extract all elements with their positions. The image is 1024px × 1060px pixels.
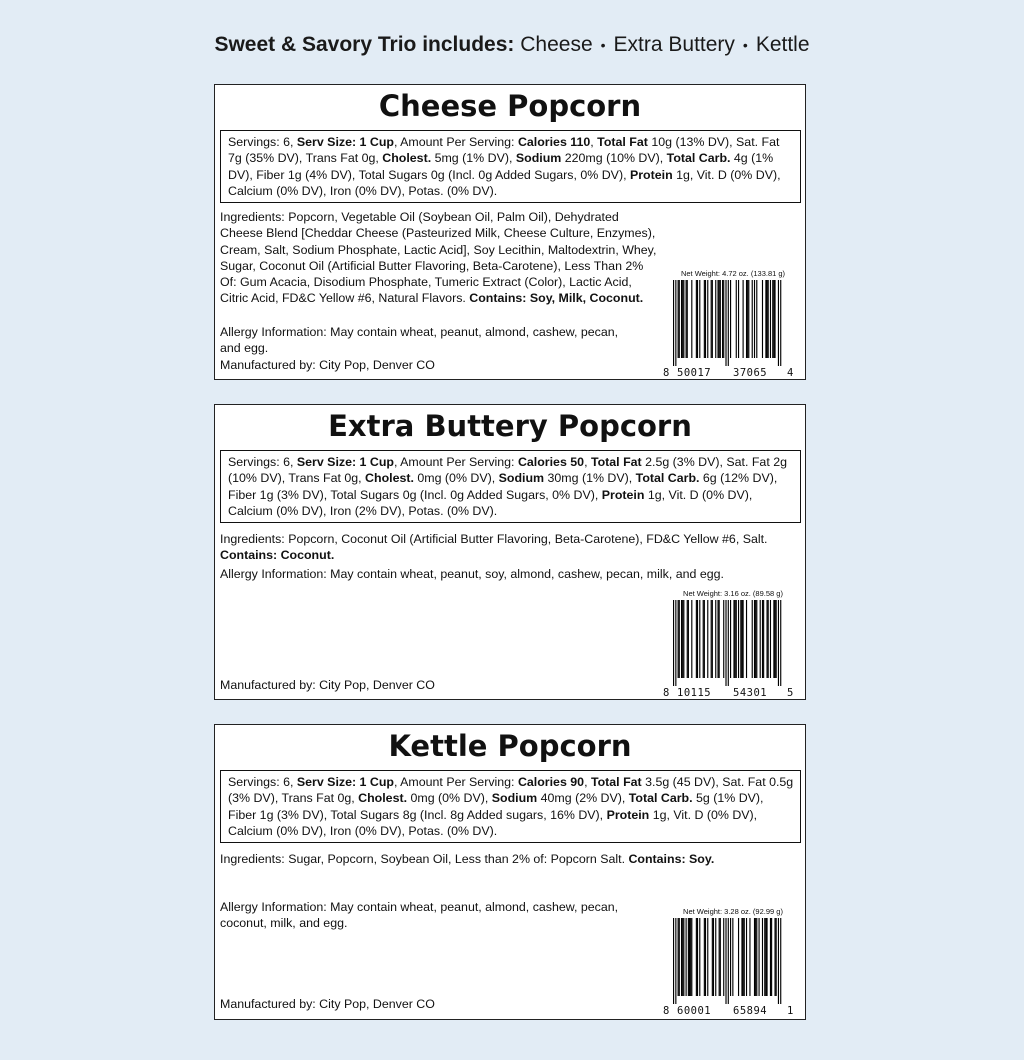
barcode-digits	[663, 366, 793, 380]
barcode-bar	[681, 918, 682, 996]
barcode-bar	[688, 918, 689, 996]
barcode-bar	[768, 600, 769, 678]
barcode-digits-right: 54301	[733, 687, 768, 699]
barcode-bar	[776, 600, 777, 678]
barcode-digit-system: 8	[663, 1005, 670, 1017]
barcode-bar	[691, 918, 692, 996]
nutrition-facts: Servings: 6, Serv Size: 1 Cup, Amount Per Serving: Calories 110, Total Fat 10g (13% DV), Sat. Fat 7g (35% DV), Trans Fat 0g, Cholest. 5mg (1% DV), Sodium 220mg (10% DV), Total Carb. 4g (1% DV), Fiber 1g (4% DV), Total Sugars 0g (Incl. 0g Added Sugars, 0% DV), Protein 1g, Vit. D (0% DV), Calcium (0% DV), Iron (0% DV), Potas. (0% DV).	[220, 130, 801, 203]
barcode-digit-check: 5	[787, 687, 794, 699]
barcode-bar	[720, 918, 721, 996]
barcode-bar	[675, 280, 676, 366]
header-lead: Sweet & Savory Trio includes:	[214, 33, 515, 56]
header-item-extra-buttery: Extra Buttery	[613, 33, 735, 56]
barcode-bar	[762, 918, 763, 996]
barcode-bar	[730, 600, 731, 678]
barcode-bar	[770, 280, 771, 358]
manufacturer: Manufactured by: City Pop, Denver CO	[220, 678, 435, 692]
barcode-bar	[691, 600, 692, 678]
barcode-bar	[733, 600, 734, 678]
barcode-bar	[719, 280, 720, 358]
barcode-bar	[754, 280, 755, 358]
barcode-bar	[683, 918, 684, 996]
allergy-info: Allergy Information: May contain wheat, peanut, soy, almond, cashew, pecan, milk, and egg.	[220, 567, 724, 581]
barcode-digits	[663, 1004, 793, 1018]
barcode-bar	[754, 918, 755, 996]
barcode-bar	[707, 280, 708, 358]
barcode-digits-right: 65894	[733, 1005, 768, 1017]
barcode-bar	[689, 918, 690, 996]
ingredients-text: Ingredients: Popcorn, Vegetable Oil (Soybean Oil, Palm Oil), Dehydrated Cheese Blend [Cheddar Cheese (Pasteurized Milk, Cheese Culture, Enzymes), Cream, Salt, Sodium Phosphate, Lactic Acid], Soy Lecithin, Maltodextrin, Whey, Sugar, Coconut Oil (Artificial Butter Flavoring, Beta-Carotene), Less Than 2% Of: Gum Acacia, Disodium Phosphate, Tumeric Extract (Color), Lactic Acid, Citric Acid, FD&C Yellow #6, Natural Flavors. Contains: Soy, Milk, Coconut.	[220, 210, 657, 306]
barcode-bar	[780, 280, 781, 366]
barcode-bar	[778, 600, 779, 686]
barcode-bar	[764, 918, 765, 996]
barcode-bar	[717, 280, 718, 358]
barcode-bar	[778, 280, 779, 366]
barcode-bar	[699, 280, 700, 358]
header-item-kettle: Kettle	[755, 33, 810, 56]
barcode-bar	[679, 280, 680, 358]
label-title: Extra Buttery Popcorn	[328, 409, 692, 443]
barcode-bar	[756, 600, 757, 678]
barcode-bar	[699, 918, 700, 996]
allergy-info: Allergy Information: May contain wheat, peanut, almond, cashew, pecan, coconut, milk, and egg.	[220, 900, 619, 931]
barcode-bar	[778, 918, 779, 1004]
barcode-digit-check: 4	[787, 367, 794, 379]
barcode-bar	[686, 280, 687, 358]
label-extra-buttery	[214, 404, 806, 700]
barcode-bar	[746, 600, 747, 678]
barcode-bar	[752, 600, 753, 678]
barcode-bar	[712, 280, 713, 358]
barcode-bar	[704, 918, 705, 996]
barcode-bars	[663, 600, 793, 686]
barcode	[663, 268, 793, 380]
barcode-bar	[682, 918, 683, 996]
barcode-bar	[728, 280, 729, 366]
barcode-bar	[736, 600, 737, 678]
barcode-bar	[683, 280, 684, 358]
barcode-bar	[707, 918, 708, 996]
barcode-bar	[738, 280, 739, 358]
barcode	[663, 906, 793, 1018]
barcode-bar	[719, 600, 720, 678]
barcode-bar	[743, 600, 744, 678]
barcode-bar	[712, 600, 713, 678]
barcode-bar	[773, 600, 774, 678]
header-separator: •	[742, 37, 748, 54]
barcode-bar	[681, 280, 682, 358]
net-weight: Net Weight: 3.16 oz. (89.58 g)	[683, 589, 783, 598]
net-weight: Net Weight: 3.28 oz. (92.99 g)	[683, 907, 783, 916]
barcode-bars	[663, 280, 793, 366]
barcode-bar	[756, 918, 757, 996]
barcode-bar	[683, 600, 684, 678]
barcode-bar	[738, 600, 739, 678]
barcode-bar	[743, 918, 744, 996]
barcode-bar	[762, 280, 763, 358]
barcode-bar	[759, 918, 760, 996]
barcode-bar	[774, 600, 775, 678]
barcode-bar	[755, 918, 756, 996]
barcode-bar	[772, 280, 773, 358]
barcode-bar	[704, 280, 705, 358]
barcode-bar	[730, 280, 731, 358]
barcode-bar	[679, 918, 680, 996]
barcode-bar	[780, 600, 781, 686]
barcode-bar	[699, 600, 700, 678]
barcode-bar	[763, 600, 764, 678]
barcode-bar	[686, 918, 687, 996]
barcode-bar	[673, 280, 674, 366]
allergy-info: Allergy Information: May contain wheat, peanut, almond, cashew, pecan, and egg.	[220, 325, 619, 356]
barcode-bar	[696, 280, 697, 358]
ingredients-text: Ingredients: Sugar, Popcorn, Soybean Oil, Less than 2% of: Popcorn Salt. Contains: Soy.	[220, 852, 715, 866]
barcode-bar	[682, 280, 683, 358]
barcode-bar	[687, 280, 688, 358]
barcode-bar	[678, 280, 679, 358]
barcode-bar	[774, 918, 775, 996]
barcode-bar	[749, 918, 750, 996]
barcode-bar	[770, 918, 771, 996]
manufacturer: Manufactured by: City Pop, Denver CO	[220, 358, 435, 372]
barcode-bar	[766, 600, 767, 678]
barcode-digit-check: 1	[787, 1005, 794, 1017]
barcode-bar	[722, 280, 723, 358]
barcode-bar	[740, 600, 741, 678]
barcode-bar	[741, 600, 742, 678]
barcode-bar	[754, 600, 755, 678]
barcode-bar	[723, 600, 724, 678]
barcode-bar	[766, 918, 767, 996]
barcode-bar	[719, 918, 720, 996]
barcode-bar	[723, 918, 724, 996]
barcode-bar	[678, 918, 679, 996]
barcode-bar	[697, 918, 698, 996]
barcode-bar	[697, 280, 698, 358]
barcode-bar	[715, 280, 716, 358]
barcode-bar	[770, 600, 771, 678]
barcode-bar	[673, 600, 674, 686]
barcode-bar	[707, 600, 708, 678]
barcode-bar	[771, 918, 772, 996]
label-cheese	[214, 84, 806, 380]
barcode-bar	[723, 280, 724, 358]
barcode-bar	[746, 280, 747, 358]
barcode-bar	[691, 280, 692, 358]
label-title: Cheese Popcorn	[378, 89, 642, 123]
barcode-bar	[774, 280, 775, 358]
barcode-bar	[768, 280, 769, 358]
page-header	[0, 33, 1024, 57]
barcode-bar	[697, 600, 698, 678]
header-separator: •	[600, 37, 606, 54]
nutrition-facts: Servings: 6, Serv Size: 1 Cup, Amount Per Serving: Calories 50, Total Fat 2.5g (3% DV), Sat. Fat 2g (10% DV), Trans Fat 0g, Cholest. 0mg (0% DV), Sodium 30mg (1% DV), Total Carb. 6g (12% DV), Fiber 1g (3% DV), Total Sugars 0g (Incl. 0g Added Sugars, 0% DV), Protein 1g, Vit. D (0% DV), Calcium (0% DV), Iron (2% DV), Potas. (0% DV).	[220, 450, 801, 523]
barcode-bar	[711, 280, 712, 358]
barcode-bar	[682, 600, 683, 678]
barcode-bar	[741, 918, 742, 996]
barcode-bar	[776, 918, 777, 996]
barcode-bar	[760, 600, 761, 678]
barcode-bar	[705, 280, 706, 358]
barcode-bar	[713, 918, 714, 996]
manufacturer: Manufactured by: City Pop, Denver CO	[220, 997, 435, 1011]
nutrition-facts: Servings: 6, Serv Size: 1 Cup, Amount Per Serving: Calories 90, Total Fat 3.5g (45 DV), Sat. Fat 0.5g (3% DV), Trans Fat 0g, Cholest. 0mg (0% DV), Sodium 40mg (2% DV), Total Carb. 5g (1% DV), Fiber 1g (3% DV), Total Sugars 8g (Incl. 8g Added sugars, 16% DV), Protein 1g, Vit. D (0% DV), Calcium (0% DV), Iron (0% DV), Potas. (0% DV).	[220, 770, 801, 843]
label-kettle	[214, 724, 806, 1020]
ingredients-text: Ingredients: Popcorn, Coconut Oil (Artificial Butter Flavoring, Beta-Carotene), FD&C Yellow #6, Salt. Contains: Coconut.	[220, 532, 768, 563]
barcode-bar	[688, 600, 689, 678]
barcode-bar	[747, 280, 748, 358]
barcode-bar	[780, 918, 781, 1004]
barcode-bar	[673, 918, 674, 1004]
barcode-digit-system: 8	[663, 687, 670, 699]
barcode-bar	[765, 918, 766, 996]
barcode-bar	[715, 918, 716, 996]
barcode-bar	[711, 600, 712, 678]
barcode-bar	[725, 280, 726, 366]
barcode-bar	[756, 280, 757, 358]
barcode-digits-left: 60001	[677, 1005, 712, 1017]
barcode-bar	[746, 918, 747, 996]
barcode-bar	[715, 600, 716, 678]
barcode-bar	[690, 918, 691, 996]
barcode-bar	[748, 280, 749, 358]
barcode-bar	[675, 918, 676, 1004]
barcode-bar	[725, 918, 726, 1004]
barcode-bar	[735, 600, 736, 678]
barcode-bar	[766, 280, 767, 358]
barcode-bar	[728, 918, 729, 1004]
barcode-bar	[762, 600, 763, 678]
barcode-digits-left: 50017	[677, 367, 712, 379]
barcode-digits	[663, 686, 793, 700]
barcode-bar	[732, 918, 733, 996]
barcode-bar	[681, 600, 682, 678]
barcode-bar	[704, 600, 705, 678]
barcode-bar	[725, 600, 726, 686]
barcode-bar	[703, 600, 704, 678]
barcode	[663, 588, 793, 700]
barcode-bar	[744, 918, 745, 996]
barcode-digit-system: 8	[663, 367, 670, 379]
barcode-bar	[712, 918, 713, 996]
barcode-bar	[728, 600, 729, 686]
net-weight: Net Weight: 4.72 oz. (133.81 g)	[680, 269, 786, 278]
barcode-bar	[687, 600, 688, 678]
barcode-bar	[679, 600, 680, 678]
barcode-bar	[717, 600, 718, 678]
barcode-bar	[738, 918, 739, 996]
barcode-bar	[675, 600, 676, 686]
barcode-bar	[696, 918, 697, 996]
barcode-digits-left: 10115	[677, 687, 712, 699]
label-title: Kettle Popcorn	[388, 729, 632, 763]
barcode-digits-right: 37065	[733, 367, 768, 379]
barcode-bar	[743, 280, 744, 358]
barcode-bar	[773, 280, 774, 358]
barcode-bars	[663, 918, 793, 1004]
barcode-bar	[765, 280, 766, 358]
barcode-bar	[696, 600, 697, 678]
barcode-bar	[705, 918, 706, 996]
header-item-cheese: Cheese	[520, 33, 593, 56]
barcode-bar	[736, 280, 737, 358]
barcode-bar	[720, 280, 721, 358]
barcode-bar	[678, 600, 679, 678]
barcode-bar	[755, 600, 756, 678]
barcode-bar	[730, 918, 731, 996]
barcode-bar	[752, 280, 753, 358]
